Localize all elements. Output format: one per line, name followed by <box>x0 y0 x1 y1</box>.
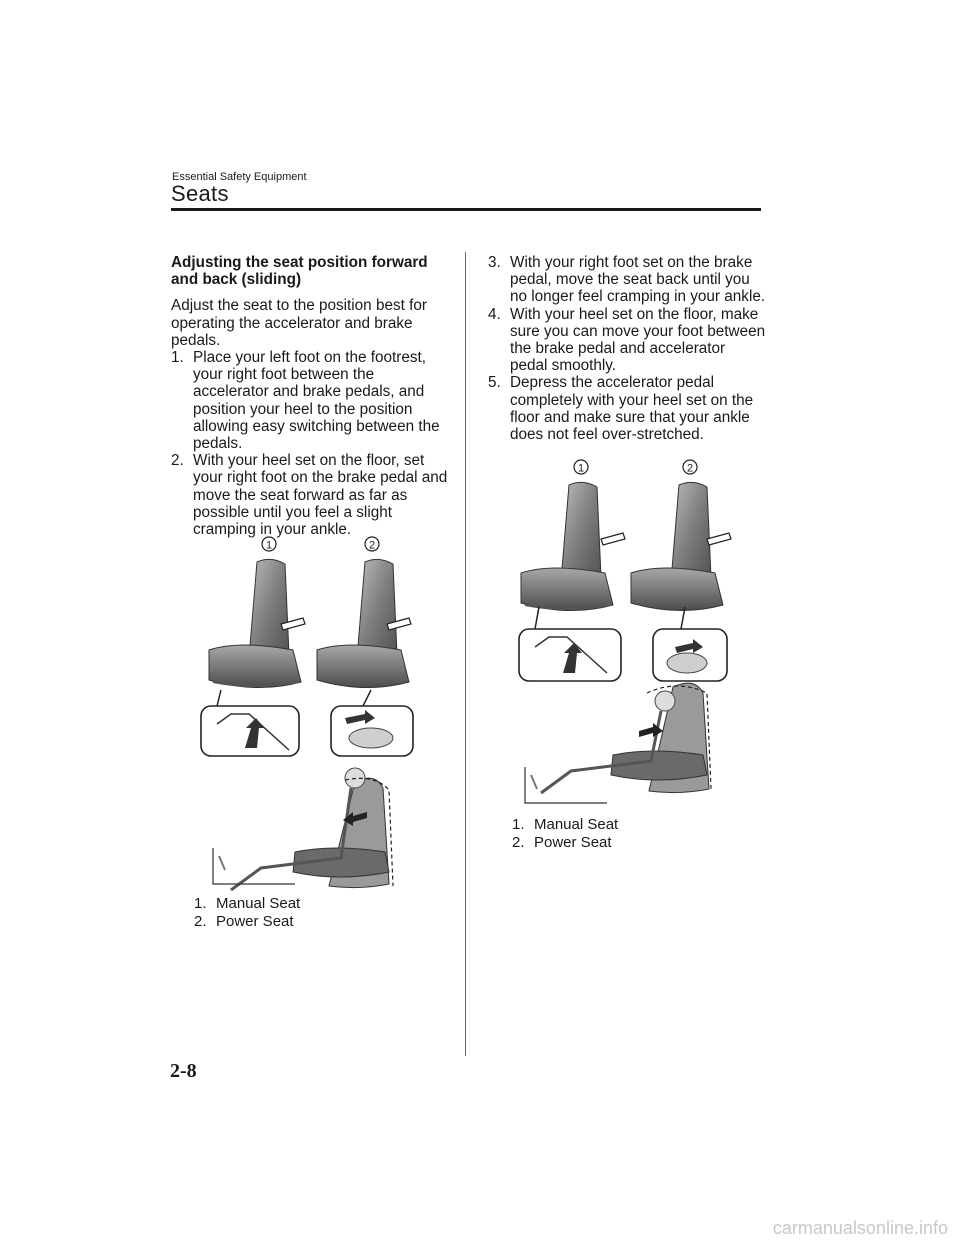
power-switch-callout <box>331 690 413 756</box>
marker-circle-1 <box>574 460 588 475</box>
driver-posture-illustration <box>525 683 711 803</box>
figure-captions-left <box>194 895 300 930</box>
manual-seat-illustration <box>209 559 305 687</box>
marker-label-1: 1 <box>265 539 273 552</box>
step-item <box>488 306 766 375</box>
footer-watermark: carmanualsonline.info <box>772 1218 948 1238</box>
step-text: With your heel set on the floor, set your right foot on the brake pedal and move the seat forward as far as possible until you feel a slight cramping in your ankle. <box>193 452 448 539</box>
caption-text: Manual Seat <box>216 895 301 912</box>
step-number: 2. <box>171 452 184 470</box>
page-number: 2-8 <box>170 1060 197 1082</box>
steps-list-left <box>171 349 451 538</box>
caption-text: Manual Seat <box>534 816 619 833</box>
step-text: With your heel set on the floor, make sure you can move your foot between the brake pedal and accelerator pedal smoothly. <box>510 305 766 375</box>
intro-paragraph: Adjust the seat to the position best for operating the accelerator and brake pedals. <box>171 297 427 349</box>
power-switch-callout <box>653 607 727 681</box>
step-text: With your right foot set on the brake pedal, move the seat back until you no longer feel cramping in your ankle. <box>510 254 766 306</box>
step-item <box>488 374 766 443</box>
left-column <box>171 254 451 538</box>
section-label: Essential Safety Equipment <box>172 171 307 183</box>
step-item <box>171 452 451 538</box>
caption-text: Power Seat <box>534 833 612 851</box>
caption-text: Power Seat <box>216 912 294 930</box>
power-seat-illustration <box>317 559 411 687</box>
manual-lever-callout <box>201 690 299 756</box>
right-column <box>488 254 766 443</box>
caption-number: 2. <box>512 833 525 851</box>
caption-number: 2. <box>194 912 207 930</box>
figure-captions-right <box>512 816 618 851</box>
caption-item <box>512 834 618 852</box>
caption-number: 1. <box>512 816 525 833</box>
step-number: 4. <box>488 305 501 323</box>
step-text: Depress the accelerator pedal completely with your heel set on the floor and make sure that your ankle does not feel over-stretched. <box>510 374 754 444</box>
step-item <box>171 349 451 452</box>
caption-item <box>194 895 300 913</box>
subheading: Adjusting the seat position forward and back (sliding) <box>171 254 428 289</box>
seat-adjust-figure-left <box>195 532 435 892</box>
step-item <box>488 254 766 306</box>
header-rule <box>171 208 761 211</box>
manual-seat-illustration <box>521 482 625 610</box>
marker-circle-2 <box>365 537 379 552</box>
marker-label-1: 1 <box>577 462 585 475</box>
step-number: 5. <box>488 374 501 392</box>
step-number: 1. <box>171 349 184 367</box>
marker-label-2: 2 <box>368 539 376 552</box>
marker-circle-2 <box>683 460 697 475</box>
seat-adjust-figure-right <box>515 455 755 815</box>
marker-label-2: 2 <box>686 462 694 475</box>
section-title: Seats <box>171 181 229 206</box>
column-divider <box>465 252 466 1056</box>
power-seat-illustration <box>631 482 731 610</box>
marker-circle-1 <box>262 537 276 552</box>
manual-lever-callout <box>519 607 621 681</box>
step-number: 3. <box>488 254 501 271</box>
caption-item <box>512 816 618 834</box>
driver-posture-illustration <box>213 768 393 890</box>
caption-number: 1. <box>194 895 207 912</box>
steps-list-right <box>488 254 766 443</box>
step-text: Place your left foot on the footrest, your right foot between the accelerator and brake pedals, and position your heel to the position allowing easy switching between the pedals. <box>193 349 440 453</box>
caption-item <box>194 913 300 931</box>
